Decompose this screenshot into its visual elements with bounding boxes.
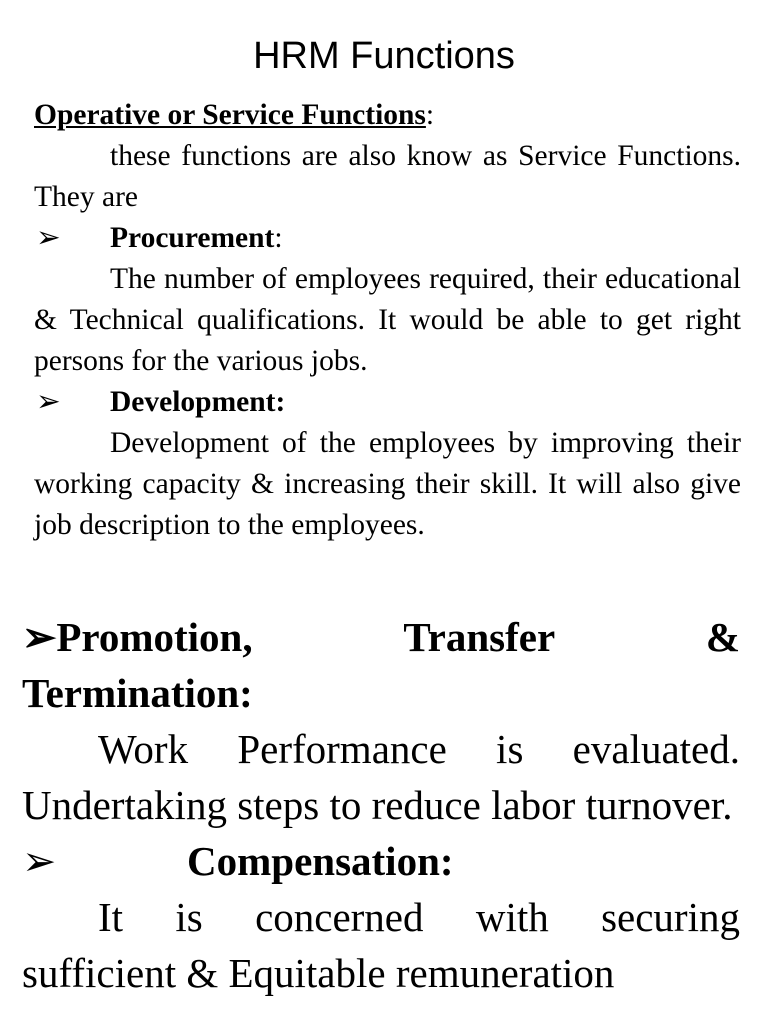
ampersand-word: & bbox=[705, 614, 740, 660]
arrow-bullet-icon: ➢ bbox=[22, 614, 57, 660]
compensation-word: It bbox=[98, 894, 124, 940]
compensation-label: Compensation: bbox=[187, 838, 454, 884]
development-text: Development of the employees by improving their working capacity & increasing their skill. It will also give job description to the employees. bbox=[34, 427, 741, 541]
procurement-label: Procurement bbox=[110, 222, 275, 254]
development-label: Development: bbox=[110, 386, 286, 418]
promotion-heading-first bbox=[22, 609, 253, 665]
compensation-word: is bbox=[175, 894, 203, 940]
promotion-text: Work Performance is evaluated. Undertaking steps to reduce labor turnover. bbox=[22, 726, 740, 828]
operative-heading-colon: : bbox=[425, 99, 435, 131]
termination-heading: Termination: bbox=[22, 670, 253, 716]
operative-heading: Operative or Service Functions bbox=[34, 99, 426, 131]
operative-intro: these functions are also know as Service Functions. They are bbox=[34, 140, 741, 213]
operative-heading-line bbox=[34, 95, 741, 136]
procurement-text: The number of employees required, their educational & Technical qualifications. It would be able to get right persons for the various jobs. bbox=[34, 263, 741, 377]
arrow-bullet-icon: ➢ bbox=[36, 222, 61, 254]
bullet-development bbox=[34, 382, 741, 423]
arrow-bullet-icon: ➢ bbox=[36, 386, 61, 418]
transfer-word: Transfer bbox=[403, 614, 556, 660]
promotion-heading bbox=[22, 609, 740, 665]
procurement-colon: : bbox=[274, 222, 283, 254]
arrow-bullet-icon: ➢ bbox=[22, 838, 57, 884]
compensation-word: concerned bbox=[255, 894, 424, 940]
operative-functions-section bbox=[34, 95, 741, 546]
promotion-compensation-section bbox=[22, 609, 740, 1001]
page-title: HRM Functions bbox=[253, 35, 515, 77]
compensation-word: securing bbox=[601, 894, 740, 940]
promotion-word: Promotion, bbox=[56, 614, 253, 660]
bullet-compensation bbox=[22, 833, 740, 889]
compensation-word: with bbox=[475, 894, 549, 940]
bullet-procurement bbox=[34, 218, 741, 259]
compensation-text-line1 bbox=[22, 889, 740, 945]
compensation-text-line2-cut: sufficient & Equitable remuneration bbox=[22, 950, 615, 996]
